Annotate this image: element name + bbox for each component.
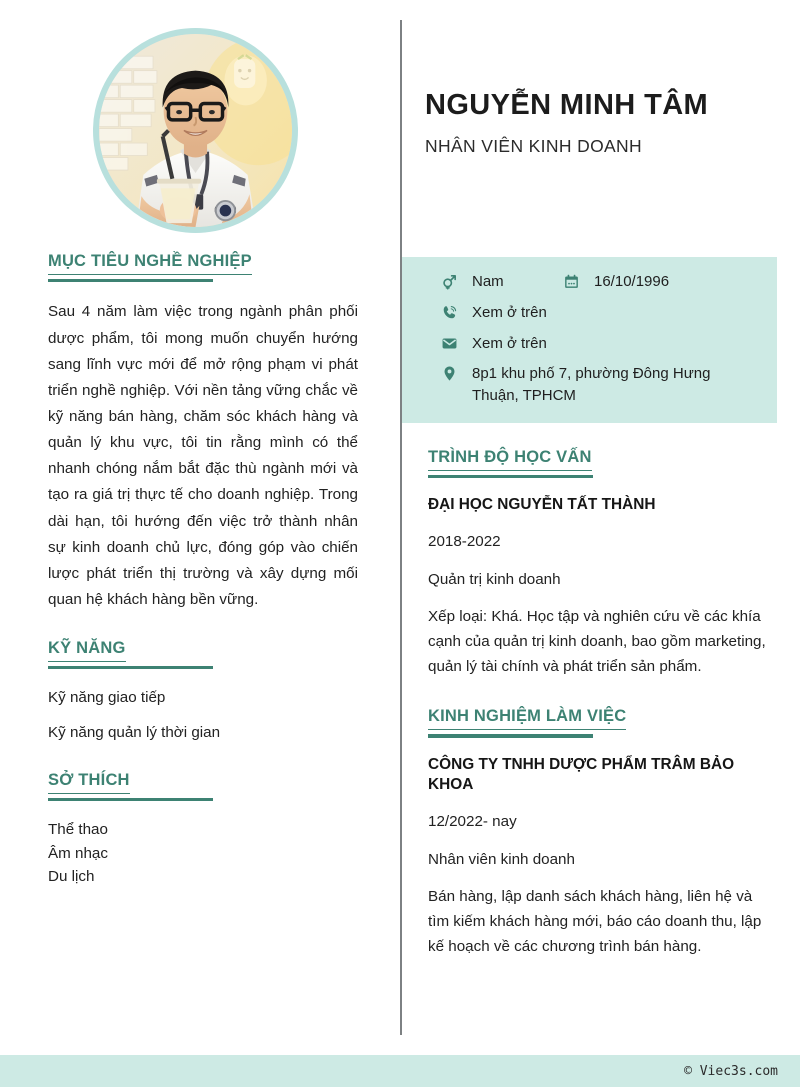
contact-row <box>402 271 777 293</box>
avatar <box>93 28 298 233</box>
skills-block <box>48 639 358 745</box>
contact-birthday <box>562 271 669 293</box>
experience-position: Nhân viên kinh doanh <box>428 850 575 868</box>
profile-photo <box>99 34 292 227</box>
section-skills-heading-wrap <box>48 639 358 669</box>
education-description: Xếp loại: Khá. Học tập và nghiên cứu về các khía cạnh của quản trị kinh doanh, bao gồm marketing, quản lý tài chính và phát triển sản phẩm. <box>428 608 766 675</box>
section-experience-heading-wrap <box>428 707 776 737</box>
job-title: NHÂN VIÊN KINH DOANH <box>425 135 643 156</box>
hobby-item: Thể thao <box>48 821 108 839</box>
footer-bar <box>0 1055 800 1087</box>
phone-value: Xem ở trên <box>472 303 547 321</box>
hobbies-block <box>48 771 358 888</box>
section-objective-heading-wrap <box>48 252 358 282</box>
gender-icon <box>440 272 459 291</box>
skill-item: Kỹ năng quản lý thời gian <box>48 723 221 741</box>
right-column-body <box>428 448 776 959</box>
address-value: 8p1 khu phố 7, phường Đông Hưng Thuận, TPHCM <box>472 365 711 404</box>
section-education-heading-wrap <box>428 448 776 478</box>
section-objective-heading: MỤC TIÊU NGHỀ NGHIỆP <box>48 252 252 275</box>
objective-text: Sau 4 năm làm việc trong ngành phân phối dược phẩm, tôi mong muốn chuyển hướng sang lĩnh vực mới để mở rộng phạm vi phát triển nghề nghiệp. Với nền tảng vững chắc về kỹ năng bán hàng, chăm sóc khách hàng và quản lý khu vực, tôi tin rằng mình có thể nhanh chóng nắm bắt đặc thù ngành mới và tạo ra giá trị thực tế cho doanh nghiệp. Trong dài hạn, tôi hướng đến việc trở thành nhân sự kinh doanh chủ lực, đóng góp vào chiến lược phát triển thị trường và xây dựng mối quan hệ khách hàng bền vững. <box>48 303 358 608</box>
section-hobbies-heading: SỞ THÍCH <box>48 771 130 794</box>
left-column <box>0 0 400 1035</box>
contact-gender <box>440 271 562 293</box>
page-title: NGUYỄN MINH TÂM <box>425 89 709 121</box>
experience-description: Bán hàng, lập danh sách khách hàng, liên hệ và tìm kiếm khách hàng mới, báo cáo doanh thu, lập kế hoạch về các chương trình bán hàng. <box>428 888 762 955</box>
email-value: Xem ở trên <box>472 334 547 352</box>
contact-address <box>402 363 777 407</box>
phone-icon <box>440 303 459 322</box>
skill-item: Kỹ năng giao tiếp <box>48 689 166 707</box>
section-experience-heading: KINH NGHIỆM LÀM VIỆC <box>428 707 626 730</box>
location-pin-icon <box>440 364 459 383</box>
contact-phone <box>402 302 777 324</box>
education-school: ĐẠI HỌC NGUYỄN TẤT THÀNH <box>428 496 656 514</box>
hobby-item: Du lịch <box>48 867 95 885</box>
name-block <box>425 88 795 157</box>
profile-photo-graphic <box>99 34 292 227</box>
experience-company: CÔNG TY TNHH DƯỢC PHẨM TRÂM BẢO KHOA <box>428 755 735 794</box>
experience-period: 12/2022- nay <box>428 813 517 831</box>
experience-block <box>428 707 776 959</box>
section-hobbies-heading-wrap <box>48 771 358 801</box>
copyright-text: © Viec3s.com <box>684 1063 778 1079</box>
education-major: Quản trị kinh doanh <box>428 570 561 588</box>
contact-email <box>402 333 777 355</box>
left-column-body <box>48 252 358 888</box>
gender-value: Nam <box>472 273 504 290</box>
right-column <box>400 0 800 1035</box>
hobby-item: Âm nhạc <box>48 844 108 862</box>
section-skills-heading: KỸ NĂNG <box>48 639 126 662</box>
mail-icon <box>440 334 459 353</box>
education-period: 2018-2022 <box>428 533 501 551</box>
calendar-icon <box>562 272 581 291</box>
birthday-value: 16/10/1996 <box>594 273 670 290</box>
contact-band <box>402 257 777 423</box>
section-education-heading: TRÌNH ĐỘ HỌC VẤN <box>428 448 592 471</box>
